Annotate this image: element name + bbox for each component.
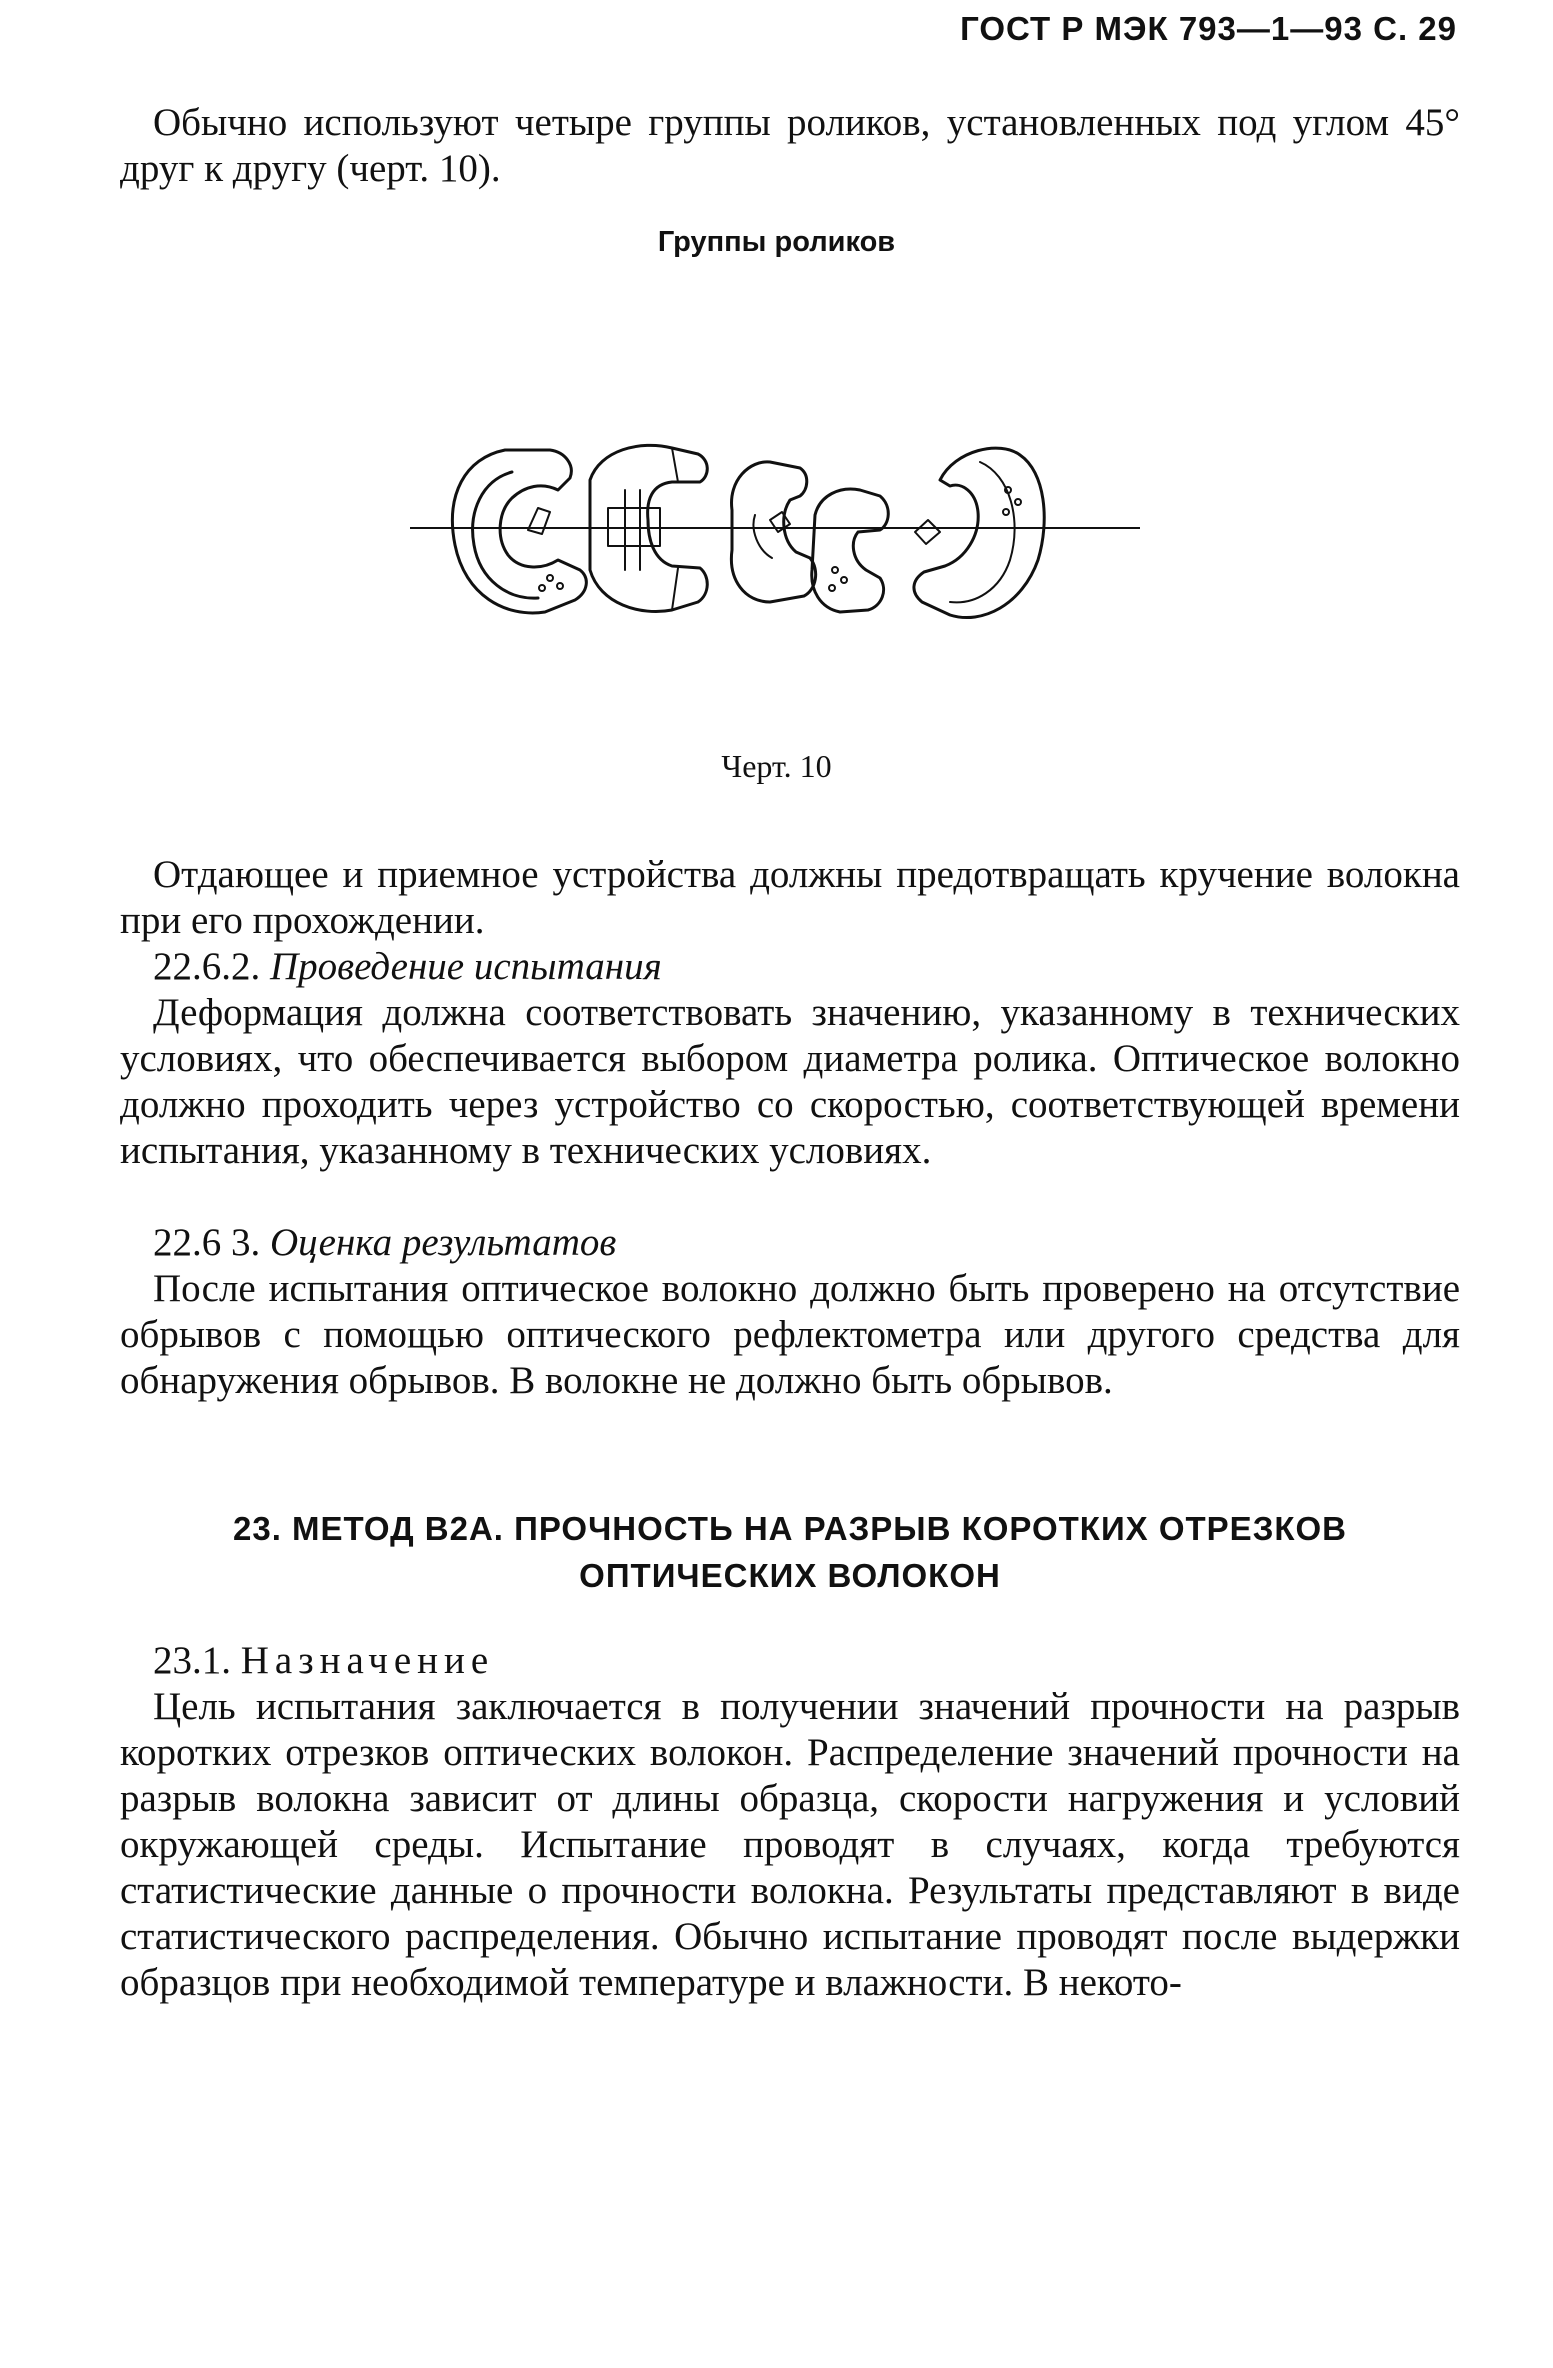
results-paragraph: После испытания оптическое волокно должно быть проверено на отсутствие обрывов с помощью оптического рефлектометра или другого средства для обнаружения обрывов. В волокне не должно быть обрывов. [120, 1267, 1460, 1402]
item-22-6-3-number: 22.6 3. [153, 1221, 261, 1264]
item-23-1-heading [120, 1638, 1460, 1684]
deformation-paragraph: Деформация должна соответствовать значению, указанному в технических условиях, что обеспечивается выбором диаметра ролика. Оптическое волокно должно проходить через устройство со скоростью, соответствующей времени испытания, указанному в технических условиях. [120, 991, 1460, 1172]
item-22-6-2-heading [120, 944, 1460, 990]
running-header: ГОСТ Р МЭК 793—1—93 С. 29 [960, 10, 1457, 47]
roller-groups-drawing [410, 420, 1140, 660]
intro-paragraph: Обычно используют четыре группы роликов, установленных под углом 45° друг к другу (черт. 10). [120, 101, 1460, 190]
devices-paragraph: Отдающее и приемное устройства должны предотвращать кручение волокна при его прохождении. [120, 853, 1460, 942]
item-23-1-title: Назначение [240, 1639, 495, 1682]
item-22-6-3-title: Оценка результатов [270, 1221, 617, 1264]
section-23-title-line2: ОПТИЧЕСКИХ ВОЛОКОН [579, 1557, 1001, 1594]
item-23-1-number: 23.1. [153, 1639, 231, 1682]
item-22-6-2-title: Проведение испытания [270, 945, 662, 988]
section-23-title [120, 1505, 1460, 1599]
figure-caption: Черт. 10 [721, 748, 832, 784]
purpose-paragraph: Цель испытания заключается в получении значений прочности на разрыв коротких отрезков оптических волокон. Распределение значений прочности на разрыв волокна зависит от длины образца, скорости нагружения и условий окружающей среды. Испытание проводят в случаях, когда требуются статистические данные о прочности волокна. Результаты представляют в виде статистического распределения. Обычно испытание проводят после выдержки образцов при необходимой температуре и влажности. В некото- [120, 1685, 1460, 2004]
item-22-6-2-number: 22.6.2. [153, 945, 261, 988]
item-22-6-3-heading [120, 1220, 1460, 1266]
figure-title: Группы роликов [657, 226, 896, 258]
section-23-title-line1: 23. МЕТОД В2А. ПРОЧНОСТЬ НА РАЗРЫВ КОРОТКИХ ОТРЕЗКОВ [232, 1510, 1348, 1547]
